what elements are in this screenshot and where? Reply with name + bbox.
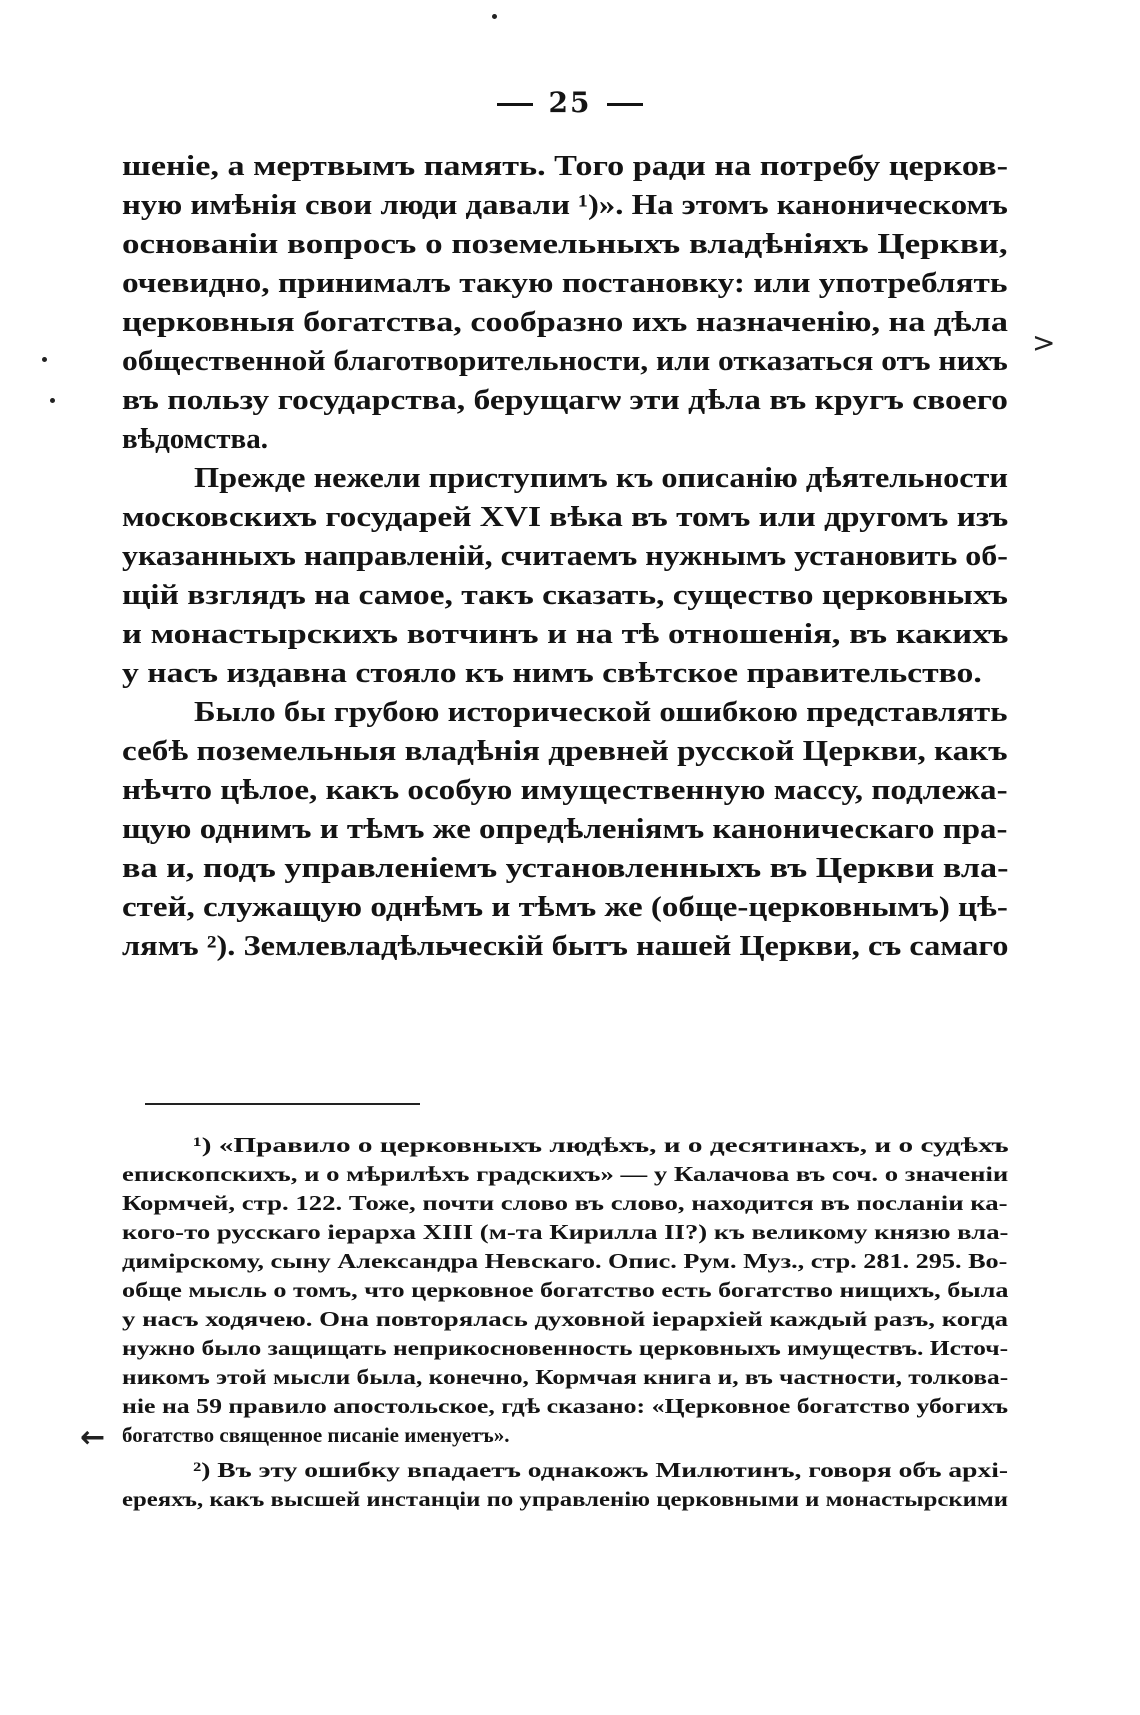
- footnote-line: обще мысль о томъ, что церковное богатство есть богатство нищихъ, была: [122, 1278, 1009, 1302]
- body-line: вѣдомства.: [122, 423, 268, 455]
- scan-speck: [50, 398, 55, 403]
- footnote-line: Кормчей, стр. 122. Тоже, почти слово въ слово, находится въ посланiи ка-: [122, 1191, 1008, 1215]
- scan-speck: [492, 14, 497, 19]
- body-line: щiй взглядъ на самое, такъ сказать, существо церковныхъ: [122, 579, 1008, 611]
- body-line: московскихъ государей XVI вѣка въ томъ или другомъ изъ: [122, 501, 1009, 533]
- scan-speck: [42, 357, 47, 362]
- page-number-dash-left: [497, 103, 533, 106]
- footnote-line: ереяхъ, какъ высшей инстанцiи по управленiю церковными и монастырскими: [122, 1487, 1008, 1511]
- body-line: указанныхъ направленiй, считаемъ нужнымъ установить об-: [122, 540, 1008, 572]
- body-line: церковныя богатства, сообразно ихъ назначенiю, на дѣла: [122, 306, 1008, 338]
- margin-arrow-mark: >: [1032, 326, 1056, 359]
- body-line: общественной благотворительности, или отказаться отъ нихъ: [122, 345, 1008, 377]
- footnote-line: никомъ этой мысли была, конечно, Кормчая книга и, въ частности, толкова-: [122, 1365, 1009, 1389]
- body-line: щую однимъ и тѣмъ же опредѣленiямъ каноническаго пра-: [122, 813, 1008, 845]
- margin-pointer-mark: ←: [80, 1420, 106, 1455]
- body-line: ную имѣнiя свои люди давали ¹)». На этомъ каноническомъ: [122, 189, 1008, 221]
- page-number-dash-right: [607, 103, 643, 106]
- body-line: ва и, подъ управленiемъ установленныхъ въ Церкви вла-: [122, 852, 1009, 884]
- footnote-separator: [145, 1103, 420, 1105]
- body-line: основанiи вопросъ о поземельныхъ владѣнiяхъ Церкви,: [122, 228, 1008, 260]
- footnote-line: епископскихъ, и о мѣрилѣхъ градскихъ» — у Калачова въ соч. о значенiи: [122, 1162, 1009, 1186]
- footnote-line: димiрскому, сыну Александра Невскаго. Опис. Рум. Муз., стр. 281. 295. Во-: [122, 1249, 1008, 1273]
- page-number-text: 25: [548, 86, 592, 119]
- body-line: и монастырскихъ вотчинъ и на тѣ отношенiя, въ какихъ: [122, 618, 1009, 650]
- body-line: Прежде нежели приступимъ къ описанiю дѣятельности: [194, 462, 1009, 494]
- body-line: нѣчто цѣлое, какъ особую имущественную массу, подлежа-: [122, 774, 1008, 806]
- body-line: лямъ ²). Землевладѣльческiй бытъ нашей Церкви, съ самаго: [122, 930, 1009, 962]
- footnote-line: ²) Въ эту ошибку впадаетъ однакожъ Милютинъ, говоря объ архi-: [193, 1458, 1009, 1482]
- footnote-line: ¹) «Правило о церковныхъ людѣхъ, и о десятинахъ, и о судѣхъ: [193, 1133, 1009, 1157]
- body-line: себѣ поземельныя владѣнiя древней русской Церкви, какъ: [122, 735, 1008, 767]
- body-line: Было бы грубою исторической ошибкою представлять: [194, 696, 1008, 728]
- body-line: въ пользу государства, берущагѡ эти дѣла въ кругъ своего: [122, 384, 1008, 416]
- page-number: [0, 86, 1140, 119]
- footnote-line: кого-то русскаго iерарха XIII (м-та Кирилла II?) къ великому князю вла-: [122, 1220, 1009, 1244]
- body-line: шенiе, а мертвымъ память. Того ради на потребу церков-: [122, 150, 1008, 182]
- body-line: у насъ издавна стояло къ нимъ свѣтское правительство.: [122, 657, 982, 689]
- body-line: очевидно, принималъ такую постановку: или употреблять: [122, 267, 1008, 299]
- footnote-line: нужно было защищать неприкосновенность церковныхъ имуществъ. Источ-: [122, 1336, 1009, 1360]
- footnote-line: богатство священное писанiе именуетъ».: [122, 1423, 510, 1447]
- footnote-line: нiе на 59 правило апостольское, гдѣ сказано: «Церковное богатство убогихъ: [122, 1394, 1009, 1418]
- body-line: стей, служащую однѣмъ и тѣмъ же (обще-церковнымъ) цѣ-: [122, 891, 1008, 923]
- footnote-line: у насъ ходячею. Она повторялась духовной iерархiей каждый разъ, когда: [122, 1307, 1008, 1331]
